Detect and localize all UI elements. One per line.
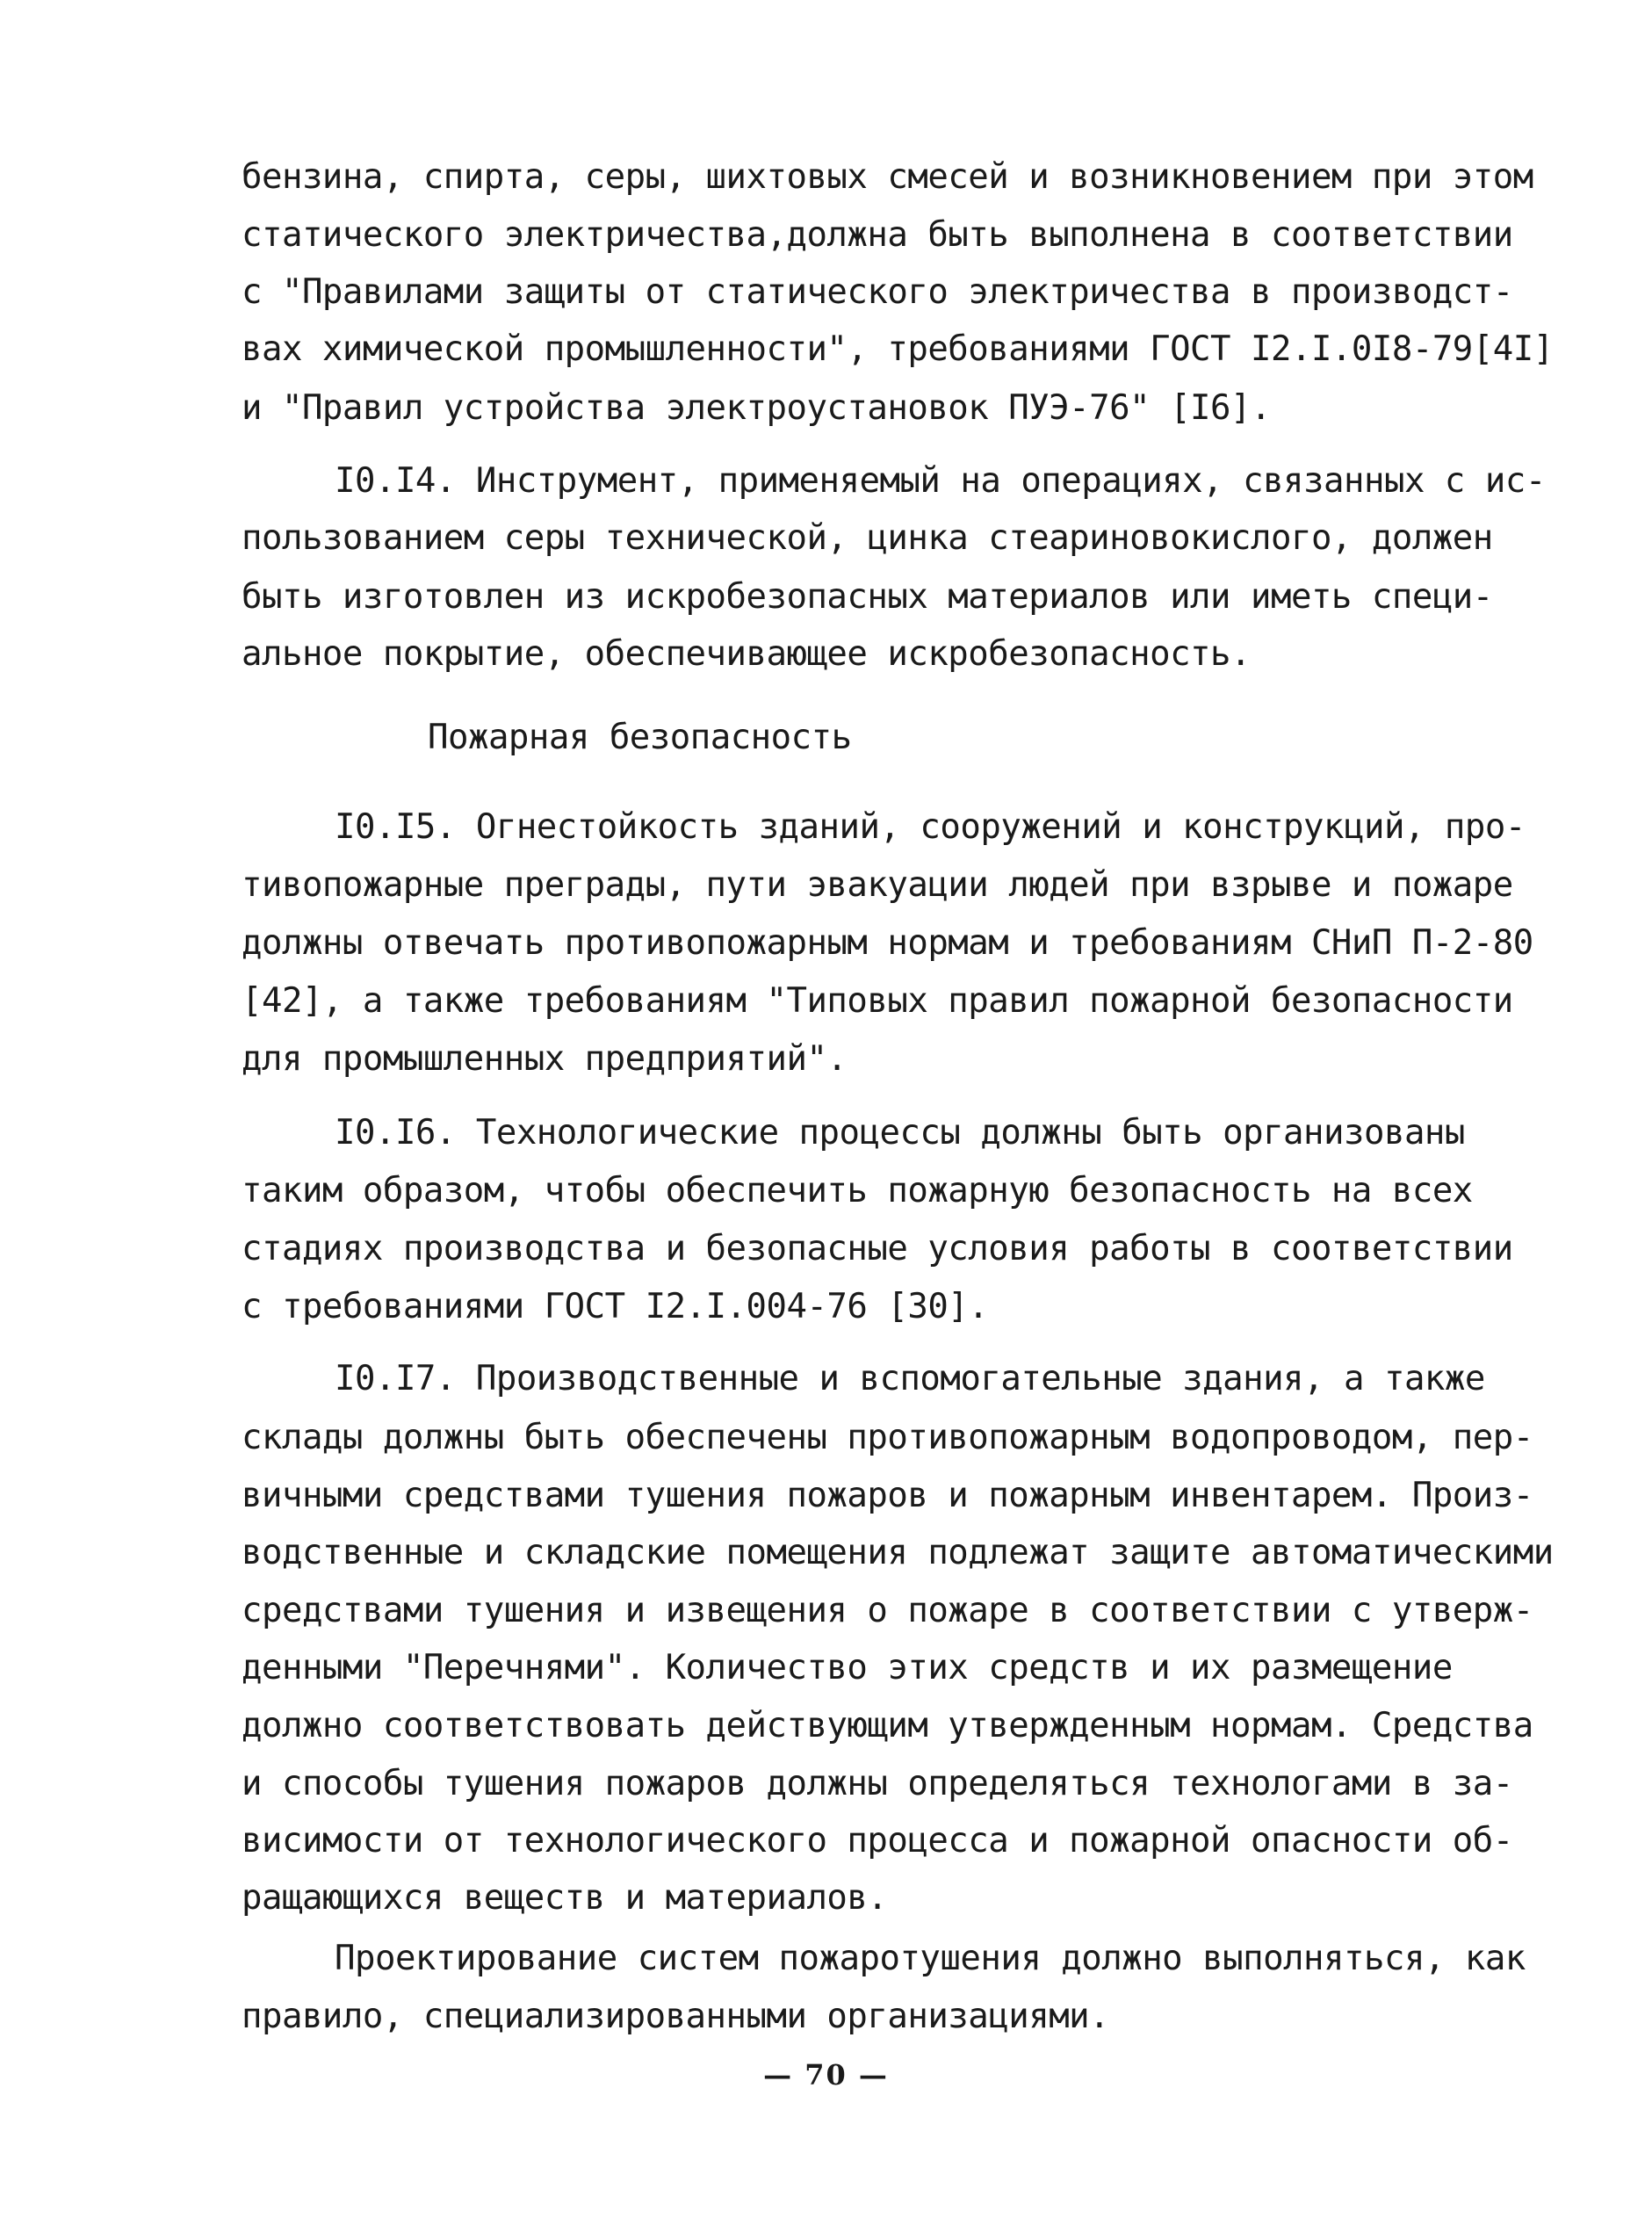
text-line: и "Правил устройства электроустановок ПУЭ-76" [I6]. xyxy=(242,388,1271,428)
text-line: висимости от технологического процесса и пожарной опасности об- xyxy=(242,1821,1513,1861)
text-line: пользованием серы технической, цинка стеариновокислого, должен xyxy=(242,518,1493,558)
text-line: денными "Перечнями". Количество этих средств и их размещение xyxy=(242,1648,1453,1687)
text-line: склады должны быть обеспечены противопожарным водопроводом, пер- xyxy=(242,1418,1533,1457)
text-line: I0.I4. Инструмент, применяемый на операциях, связанных с ис- xyxy=(335,461,1546,501)
text-line: с требованиями ГОСТ I2.I.004-76 [30]. xyxy=(242,1287,989,1326)
text-line: статического электричества,должна быть выполнена в соответствии xyxy=(242,215,1513,255)
text-line: быть изготовлен из искробезопасных материалов или иметь специ- xyxy=(242,577,1493,617)
section-heading: Пожарная безопасность xyxy=(428,718,852,757)
text-line: правило, специализированными организациями. xyxy=(242,1997,1110,2036)
text-line: бензина, спирта, серы, шихтовых смесей и возникновением при этом xyxy=(242,157,1533,197)
text-line: с "Правилами защиты от статического электричества в производст- xyxy=(242,272,1513,312)
text-line: средствами тушения и извещения о пожаре в соответствии с утверж- xyxy=(242,1591,1533,1630)
text-line: для промышленных предприятий". xyxy=(242,1039,848,1079)
text-line: I0.I5. Огнестойкость зданий, сооружений и конструкций, про- xyxy=(335,807,1526,847)
text-line: должно соответствовать действующим утвержденным нормам. Средства xyxy=(242,1706,1533,1745)
text-line: тивопожарные преграды, пути эвакуации людей при взрыве и пожаре xyxy=(242,865,1513,905)
text-line: вичными средствами тушения пожаров и пожарным инвентарем. Произ- xyxy=(242,1476,1533,1515)
text-line: I0.I7. Производственные и вспомогательные здания, а также xyxy=(335,1359,1485,1398)
page-number: — 70 — xyxy=(763,2058,889,2092)
text-line: альное покрытие, обеспечивающее искробезопасность. xyxy=(242,634,1251,674)
text-line: вах химической промышленности", требованиями ГОСТ I2.I.0I8-79[4I] xyxy=(242,329,1554,369)
text-line: и способы тушения пожаров должны определяться технологами в за- xyxy=(242,1764,1513,1803)
text-line: таким образом, чтобы обеспечить пожарную безопасность на всех xyxy=(242,1171,1473,1210)
text-line: [42], а также требованиям "Типовых правил пожарной безопасности xyxy=(242,981,1513,1021)
text-line: I0.I6. Технологические процессы должны быть организованы xyxy=(335,1113,1465,1153)
text-line: должны отвечать противопожарным нормам и требованиям СНиП П-2-80 xyxy=(242,923,1533,963)
text-line: Проектирование систем пожаротушения должно выполняться, как xyxy=(335,1939,1526,1978)
text-line: водственные и складские помещения подлежат защите автоматическими xyxy=(242,1533,1554,1572)
text-line: ращающихся веществ и материалов. xyxy=(242,1878,888,1918)
text-line: стадиях производства и безопасные условия работы в соответствии xyxy=(242,1229,1513,1268)
